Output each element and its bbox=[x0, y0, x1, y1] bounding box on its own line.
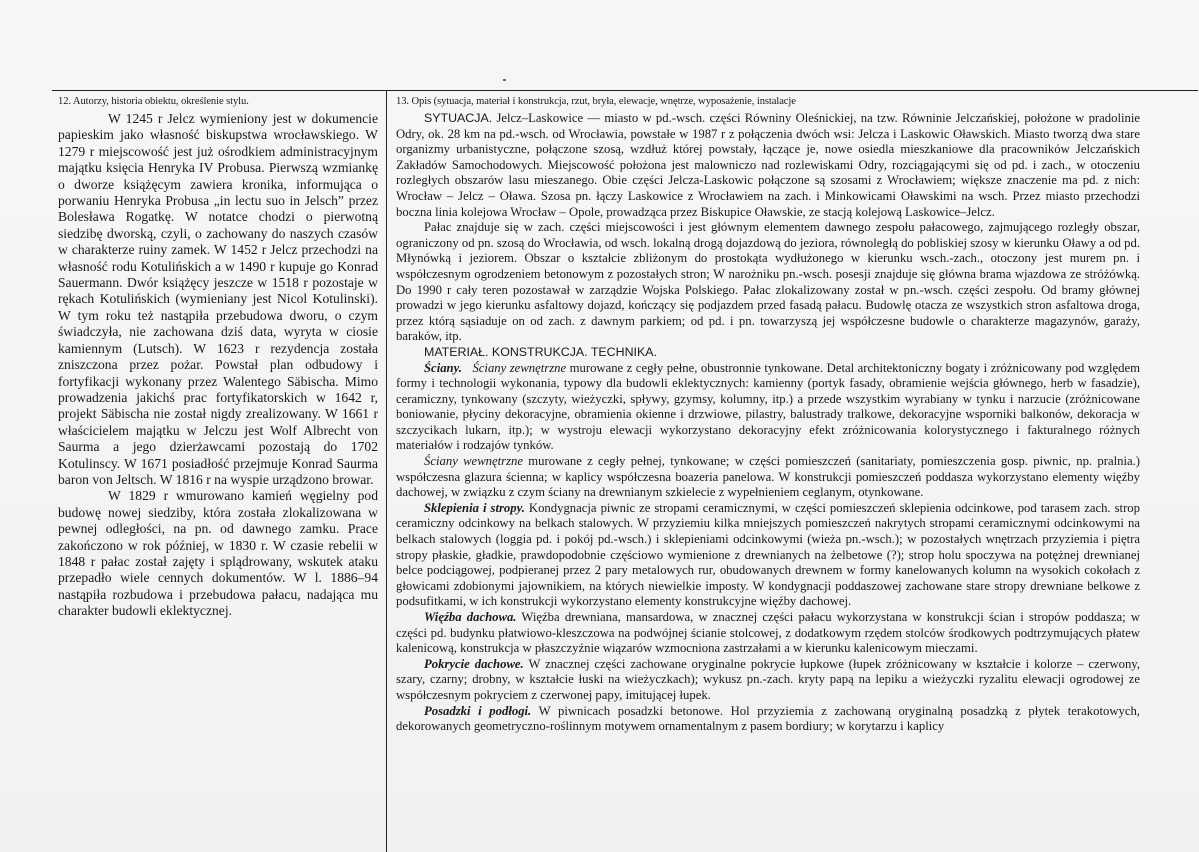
scan-speck bbox=[503, 79, 506, 81]
sciany-wewnetrzne-text: murowane z cegły pełnej, tynkowane; w części pomieszczeń (sanitariaty, pomieszczenia gosp. piwnic, np. pralnia.) współczesna glazura ścienna; w kaplicy współczesna boazeria panelowa. W konstrukcji pomieszczeń poddasza wykorzystano elementy więźby dachowej, w związku z czym ściany na drewnianym szkielecie z wypełnieniem ceglanym, otynkowane. bbox=[396, 454, 1141, 500]
column-divider bbox=[386, 90, 387, 852]
sytuacja-paragraph-2: Pałac znajduje się w zach. części miejscowości i jest głównym elementem dawnego zespołu pałacowego, zajmującego rozległy obszar, ograniczony od pn. szosą do Wrocławia, od wsch. lokalną drogą dojazdową do jeziora, równoległą do pobliskiej szosy w kierunku Oławy a od pd. Młynówką i jeziorem. Obszar o kształcie zbliżonym do prostokąta wydłużonego w kierunku wsch.-zach., otoczony jest murem pn. i współczesnym ogrodzeniem betonowym z pozostałych stron; W narożniku pn.-wsch. posesji znajduje się główna brama wjazdowa ze stróżówką. Do 1990 r cały teren pozostawał w zarządzie Wojska Polskiego. Pałac zlokalizowany został w pn.-wsch. części zespołu. Od bramy głównej prowadzi w jego kierunku asfaltowy dojazd, kończący się podjazdem przed fasadą pałacu. Budowlę otacza ze wszystkich stron asfaltowa droga, przez którą sąsiaduje on od zach. z dawnym parkiem; od pd. i pn. towarzyszą jej współczesne budowle o charakterze magazynów, garaży, baraków, itp. bbox=[396, 220, 1140, 344]
history-paragraph: W 1829 r wmurowano kamień węgielny pod budowę nowej siedziby, która została zlokalizowana w pewnej odległości, na pn. od dawnego zamku. Prace zakończono w rok później, w 1830 r. W czasie rebelii w 1848 r pałac został zajęty i splądrowany, wskutek ataku przepadło wiele cennych dokumentów. W l. 1886–94 nastąpiła rozbudowa i przebudowa pałacu, nadająca mu charakter budowli eklektycznej. bbox=[58, 488, 378, 619]
pokrycie-heading: Pokrycie dachowe. bbox=[424, 656, 524, 671]
sytuacja-heading: SYTUACJA. bbox=[424, 111, 493, 125]
description-text bbox=[396, 111, 1140, 735]
sytuacja-text: Jelcz–Laskowice — miasto w pd.-wsch. części Równiny Oleśnickiej, na tzw. Równinie Jelczańskiej, położone w pradolinie Odry, ok. 28 km na pd.-wsch. od Wrocławia, powstałe w 1987 r z połączenia dwóch wsi: Jelcza i Laskowic Oławskich. Miasto tworzą dwa stare organizmy urbanistyczne, połączone szosą, wzdłuż której powstały, łączące je, nowe osiedla mieszkaniowe dla pracowników Jelczańskich Zakładów Samochodowych. Miejscowość położona jest malowniczo nad rozlewiskami Odry, rozciągającymi się od pd. i zach., w otoczeniu rozległych obszarów lasu mieszanego. Obie części Jelcza-Laskowic połączone są szosami z Wrocławiem; większe znaczenie ma pd. z nich: Wrocław – Jelcz – Oława. Szosa pn. łączy Laskowice z Wrocławiem na zach. i Minkowicami Oławskimi na wsch. Przez miasto przechodzi boczna linia kolejowa Wrocław – Opole, prowadząca przez Biskupice Oławskie, ze stacją kolejową Laskowice–Jelcz. bbox=[396, 111, 1141, 219]
wiezba-paragraph bbox=[396, 610, 1140, 657]
left-column bbox=[58, 95, 378, 620]
wiezba-text: Więźba drewniana, mansardowa, w znacznej części pałacu wykorzystana w konstrukcji ścian i stropów poddasza; w części pd. budynku płatwiowo-kleszczowa na podwójnej ścianie stolcowej, z dodatkowym rzędem stolców środkowych podtrzymujących płatew kalenicową, konstrukcja w płaszczyźnie wiązarów wzmocniona zastrzałami a w kierunku kalenicowym mieczami. bbox=[396, 610, 1140, 656]
history-paragraph: W 1245 r Jelcz wymieniony jest w dokumencie papieskim jako własność biskupstwa wrocławskiego. W 1279 r miejscowość jest już ośrodkiem administracyjnym majątku księcia Henryka IV Probusa. Pierwszą wzmiankę o dworze książęcym zawiera kronika, informująca o porwaniu Henryka Probusa „in lectu suo in Jelsch” przez Bolesława Rogatkę. W notatce chodzi o pierwotną siedzibę dworską, czyli, o zachowany do naszych czasów w charakterze ruiny zamek. W 1452 r Jelcz przechodzi na własność rodu Kotulińskich a w 1490 r kupuje go Konrad Sauermann. Dwór książęcy jeszcze w 1518 r pozostaje w rękach Kotulińskich (wymieniany jest Nicol Kotulinski). W tym roku też nastąpiła przebudowa dworu, o czym świadczyła, nie zachowana dziś data, wyryta w ciosie kamiennym (Lutsch). W 1623 r rezydencja została zniszczona przez pożar. Powstał plan odbudowy i fortyfikacji wykonany przez Walentego Säbischa. Mimo prowadzenia jakichś prac fortyfikatorskich w 1642 r, projekt Säbischa nie został nigdy zrealizowany. W 1661 r właścicielem majątku w Jelczu jest Wolf Albrecht von Saurma a jego dzierżawcami pozostają do 1702 Kotulinscy. W 1671 posiadłość przejmuje Konrad Saurma baron von Jeltsch. W 1816 r na wyspie urządzono browar. bbox=[58, 111, 378, 487]
sklepienia-heading: Sklepienia i stropy. bbox=[424, 500, 525, 515]
posadzki-heading: Posadzki i podłogi. bbox=[424, 703, 532, 718]
wiezba-heading: Więźba dachowa. bbox=[424, 610, 517, 624]
sciany-heading: Ściany. bbox=[424, 360, 462, 375]
posadzki-paragraph bbox=[396, 704, 1140, 735]
section-12-header: 12. Autorzy, historia obiektu, określenie stylu. bbox=[58, 96, 249, 107]
sklepienia-paragraph bbox=[396, 501, 1140, 610]
material-heading: MATERIAŁ. KONSTRUKCJA. TECHNIKA. bbox=[424, 344, 657, 359]
sklepienia-text: Kondygnacja piwnic ze stropami ceramicznymi, w części pomieszczeń sklepienia odcinkowe, pod tarasem zach. strop ceramiczny odcinkowy na belkach stalowych. W przyziemiu kilka mniejszych pomieszczeń nakrytych stropami ceramicznymi odcinkowymi na belkach stalowych (loggia pd. i pokój pd.-wsch.) i sklepieniami odcinkowymi (wieża pn.-wsch.); w pozostałych wnętrzach przyziemia i piętra stropy płaskie, gładkie, prawdopodobnie częściowo wymienione z drewnianych na żelbetowe (?); strop holu spoczywa na potężnej drewnianej belce podciągowej, podpieranej przez 2 pary metalowych rur, obudowanych drewnem w formy kanelowanych kolumn na wysokich cokołach z głowicami zdobionymi jajownikiem, na których niewielkie imposty. W kondygnacji poddaszowej zachowane stare stropy drewniane belkowe z podsufitkami, w ich konstrukcji wykorzystano elementy konstrukcyjne więźby dachowej. bbox=[396, 500, 1140, 609]
history-text bbox=[58, 111, 378, 620]
sciany-wewnetrzne-paragraph bbox=[396, 454, 1140, 501]
sytuacja-paragraph bbox=[396, 111, 1140, 220]
sciany-wewnetrzne-label: Ściany wewnętrzne bbox=[424, 454, 524, 469]
section-13-header: 13. Opis (sytuacja, materiał i konstrukcja, rzut, bryła, elewacje, wnętrze, wyposażenie, instalacje bbox=[396, 96, 796, 107]
sciany-paragraph bbox=[396, 361, 1140, 455]
pokrycie-text: W znacznej części zachowane oryginalne pokrycie łupkowe (łupek zróżnicowany w kształcie i kolorze – czerwony, szary, czarny; drobny, w kształcie łuski na wieżyczkach); wykusz pn.-zach. kryty papą na lepiku a wieżyczki ryzalitu elewacji ogrodowej ze współczesnym pokryciem z czerwonej papy, imitującej łupek. bbox=[396, 656, 1140, 702]
sciany-text: murowane z cegły pełne, obustronnie tynkowane. Detal architektoniczny bogaty i zróżnicowany pod względem formy i technologii wykonania, typowy dla budowli eklektycznych: kamienny (portyk fasady, obramienie wejścia głównego, herb w fasadzie), ceramiczny, tynkowany (szczyty, wieżyczki, spływy, gzymsy, kolumny, itp.) a przede wszystkim wyrabiany w tynku i narzucie (zróżnicowane boniowanie, płyciny dekoracyjne, obramienia okienne i drzwiowe, pilastry, balustrady tralkowe, dekoracyjne wsporniki balkonów, dekoracja w szczycikach lukarn, itp.); w wystroju elewacji wykorzystano dekoracyjny efekt zróżnicowania kolorystycznego i fakturalnego różnych materiałów i rodzajów tynków. bbox=[396, 360, 1141, 453]
pokrycie-paragraph bbox=[396, 657, 1140, 704]
right-column bbox=[396, 95, 1140, 735]
posadzki-text: W piwnicach posadzki betonowe. Hol przyziemia z zachowaną oryginalną posadzką z płytek terakotowych, dekorowanych geometryczno-roślinnym motywem ornamentalnym z pasem bordiury; w korytarzu i kaplicy bbox=[396, 703, 1140, 734]
header-rule bbox=[52, 90, 1198, 91]
sciany-zewnetrzne-label: Ściany zewnętrzne bbox=[472, 360, 567, 375]
